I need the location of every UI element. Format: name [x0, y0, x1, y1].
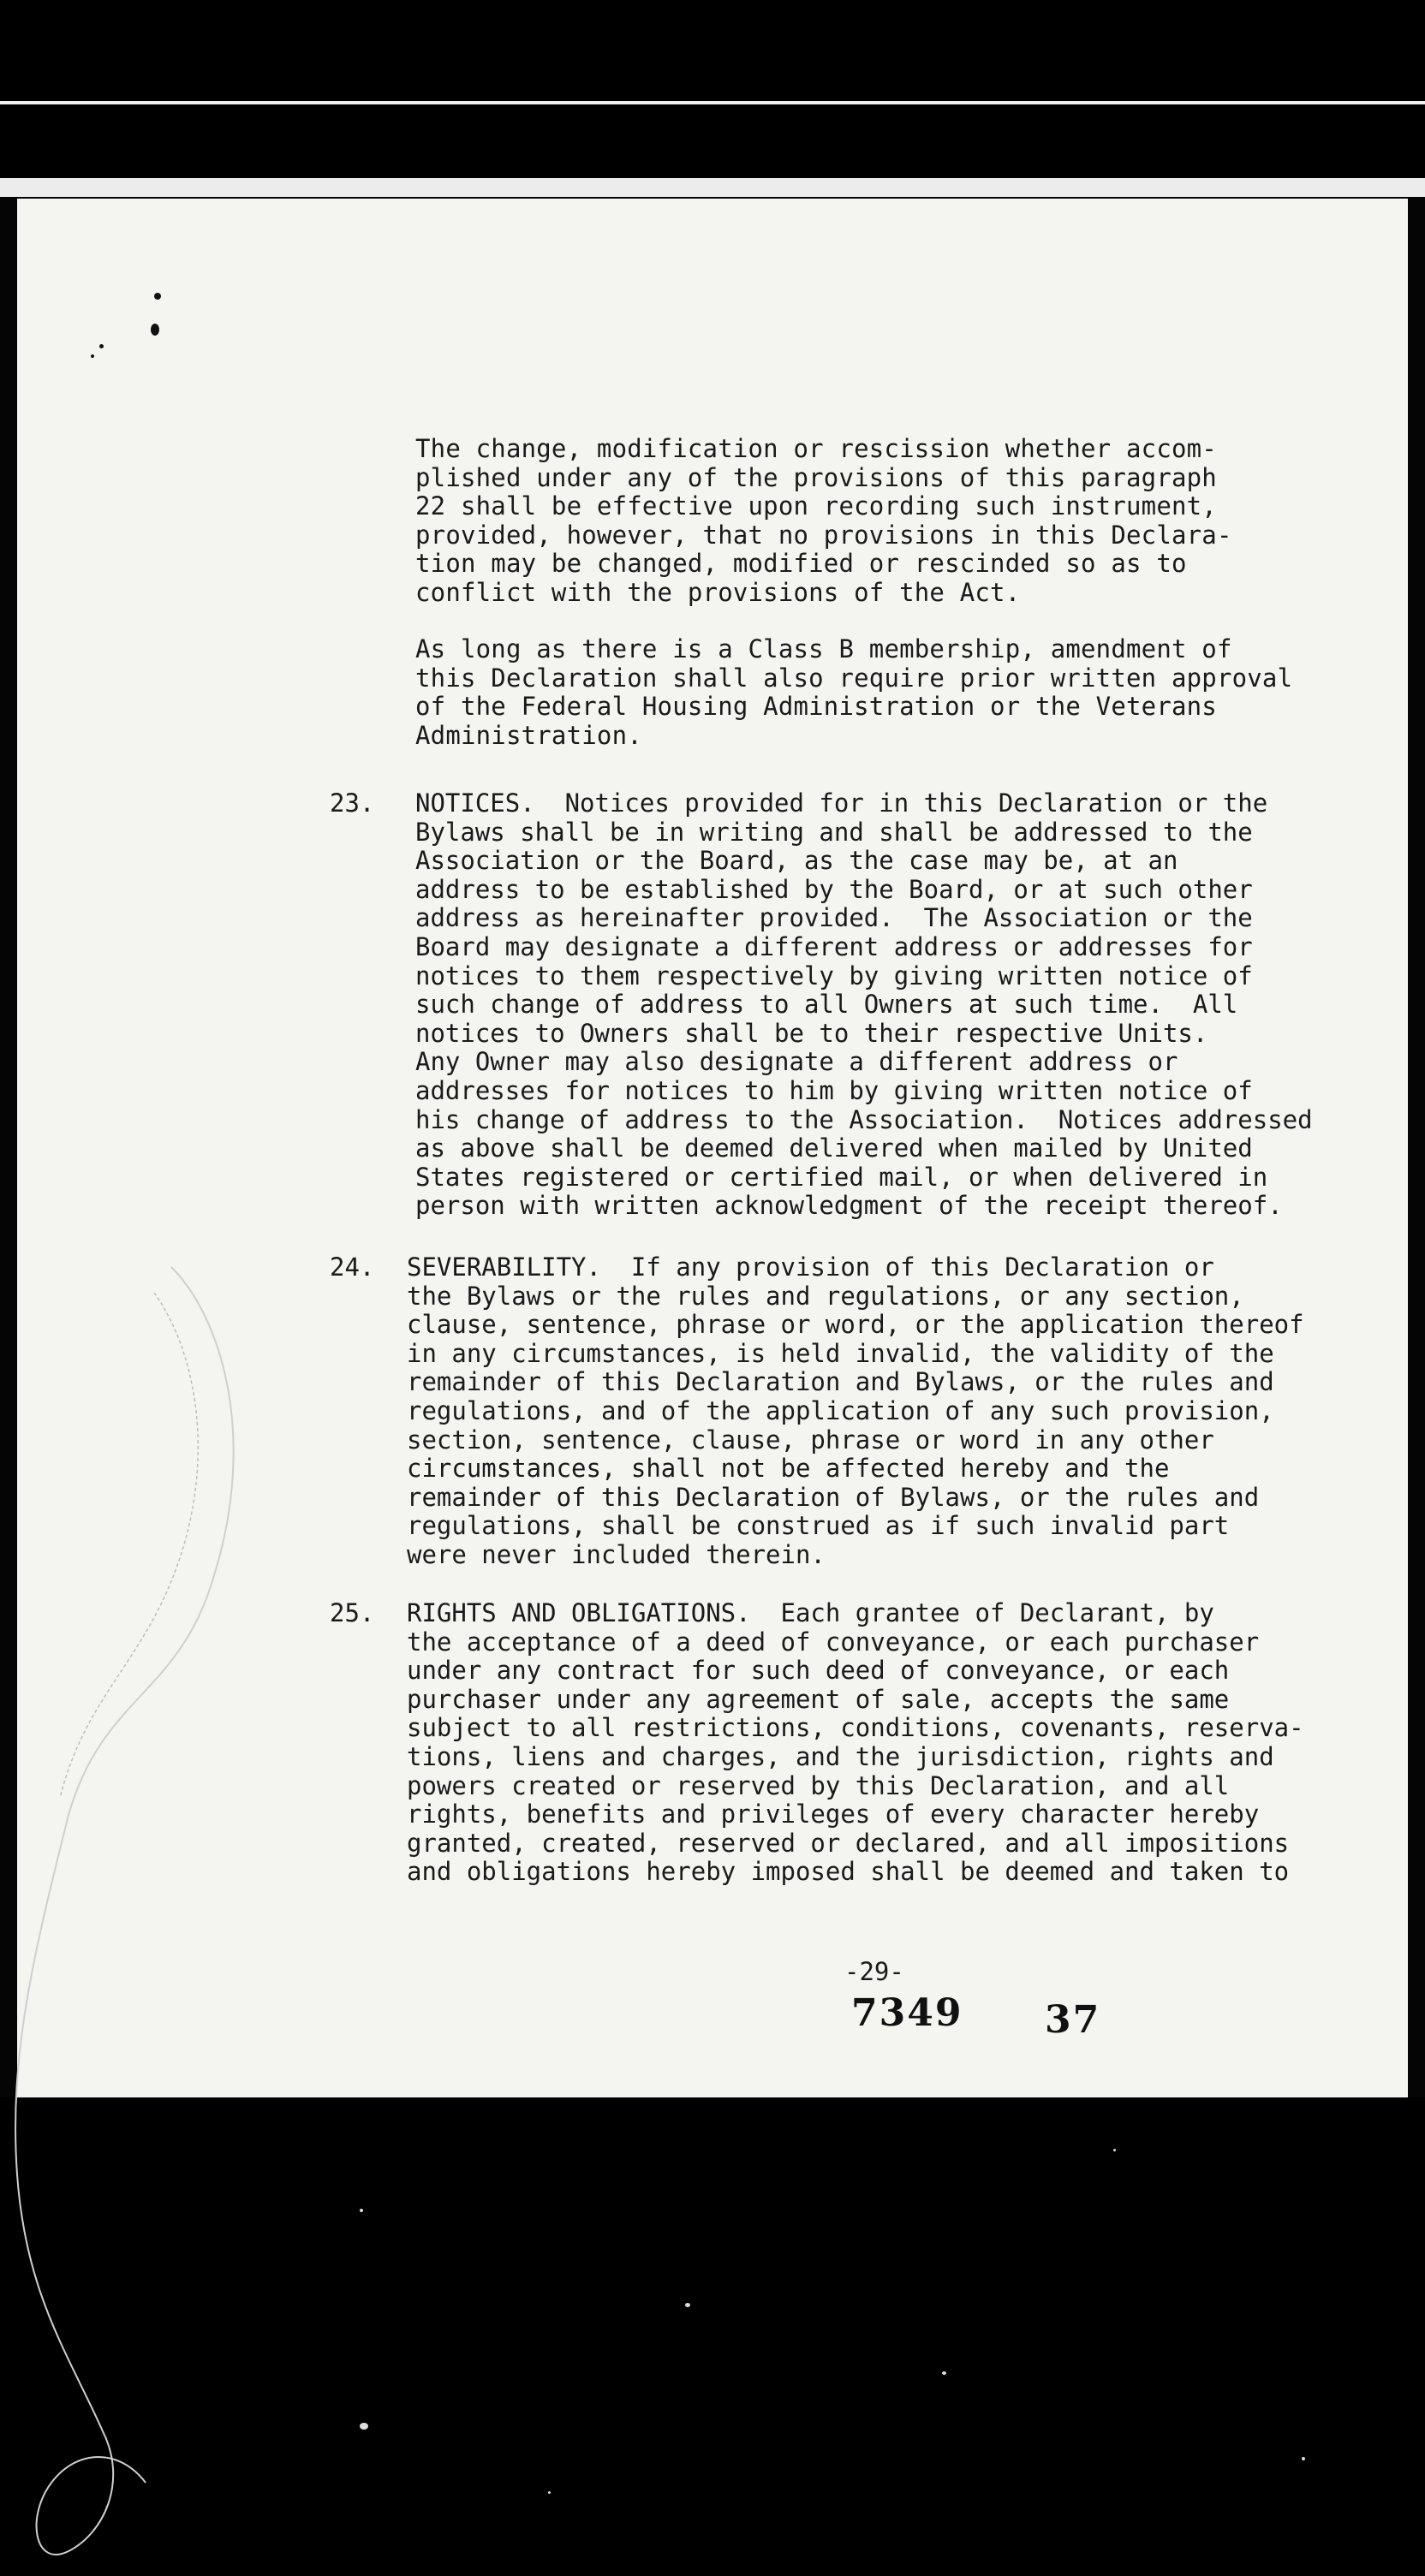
dust-speck — [1113, 2149, 1116, 2151]
scan-dark-band — [0, 104, 1425, 178]
section-text: SEVERABILITY. If any provision of this Declaration or the Bylaws or the rules and regulations, or any section, clause, sentence, phrase or word, or the application thereof in any circumstances, is held invalid, the validity of the remainder of this Declaration and Bylaws, or the rules and regulations, and of the application of any such provision, section, sentence, clause, phrase or word in any other circumstances, shall not be affected hereby and the remainder of this Declaration of Bylaws, or the rules and regulations, shall be construed as if such invalid part were never included therein. — [407, 1252, 1304, 1569]
intro-paragraph: As long as there is a Class B membership, amendment of this Declaration shall also require prior written approval of the Federal Housing Administration or the Veterans Administration. — [415, 634, 1293, 750]
section-number: 25. — [330, 1598, 375, 1627]
intro-paragraph: The change, modification or rescission whether accom- plished under any of the provisions of this paragraph 22 shall be effective upon recording such instrument, provided, however, that no provisions in this Declara- tion may be changed, modified or rescinded so as to conflict with the provisions of the Act. — [415, 434, 1232, 607]
ink-mark — [91, 354, 94, 358]
section-text: RIGHTS AND OBLIGATIONS. Each grantee of Declarant, by the acceptance of a deed of conveyance, or each purchaser under any contract for such deed of conveyance, or each purchaser under any agreement of sale, accepts the same subject to all restrictions, conditions, covenants, reserva- tions, liens and charges, and the jurisdiction, rights and powers created or reserved by this Declaration, and all rights, benefits and privileges of every character hereby granted, created, reserved or declared, and all impositions and obligations hereby imposed shall be deemed and taken to — [407, 1598, 1304, 1887]
section-number: 23. — [330, 788, 375, 818]
dust-speck — [942, 2371, 946, 2375]
ink-mark — [154, 293, 161, 300]
ink-mark — [99, 344, 104, 348]
scan-top-margin — [0, 0, 1425, 101]
dust-speck — [548, 2491, 551, 2494]
section-text: NOTICES. Notices provided for in this Declaration or the Bylaws shall be in writing and shall be addressed to the Association or the Board, as the case may be, at an address to be established by the Board, or at such other address as hereinafter provided. The Association or the Board may designate a different address or addresses for notices to them respectively by giving written notice of such change of address to all Owners at such time. All notices to Owners shall be to their respective Units. Any Owner may also designate a different address or addresses for notices to him by giving written notice of his change of address to the Association. Notices addressed as above shall be deemed delivered when mailed by United States registered or certified mail, or when delivered in person with written acknowledgment of the receipt thereof. — [415, 788, 1313, 1221]
dust-speck — [360, 2423, 368, 2430]
document-page — [17, 199, 1408, 2097]
recording-book-number: 7349 — [851, 1991, 963, 2035]
dust-speck — [685, 2303, 690, 2307]
section-number: 24. — [330, 1252, 375, 1282]
dust-speck — [360, 2209, 363, 2212]
dust-speck — [1302, 2457, 1305, 2460]
scan-edge-line — [0, 178, 1425, 197]
ink-mark — [151, 324, 159, 336]
scan-bottom-margin — [0, 2097, 1425, 2576]
page-number: -29- — [844, 1957, 904, 1986]
recording-page-stamp: 37 — [1045, 1998, 1101, 2042]
